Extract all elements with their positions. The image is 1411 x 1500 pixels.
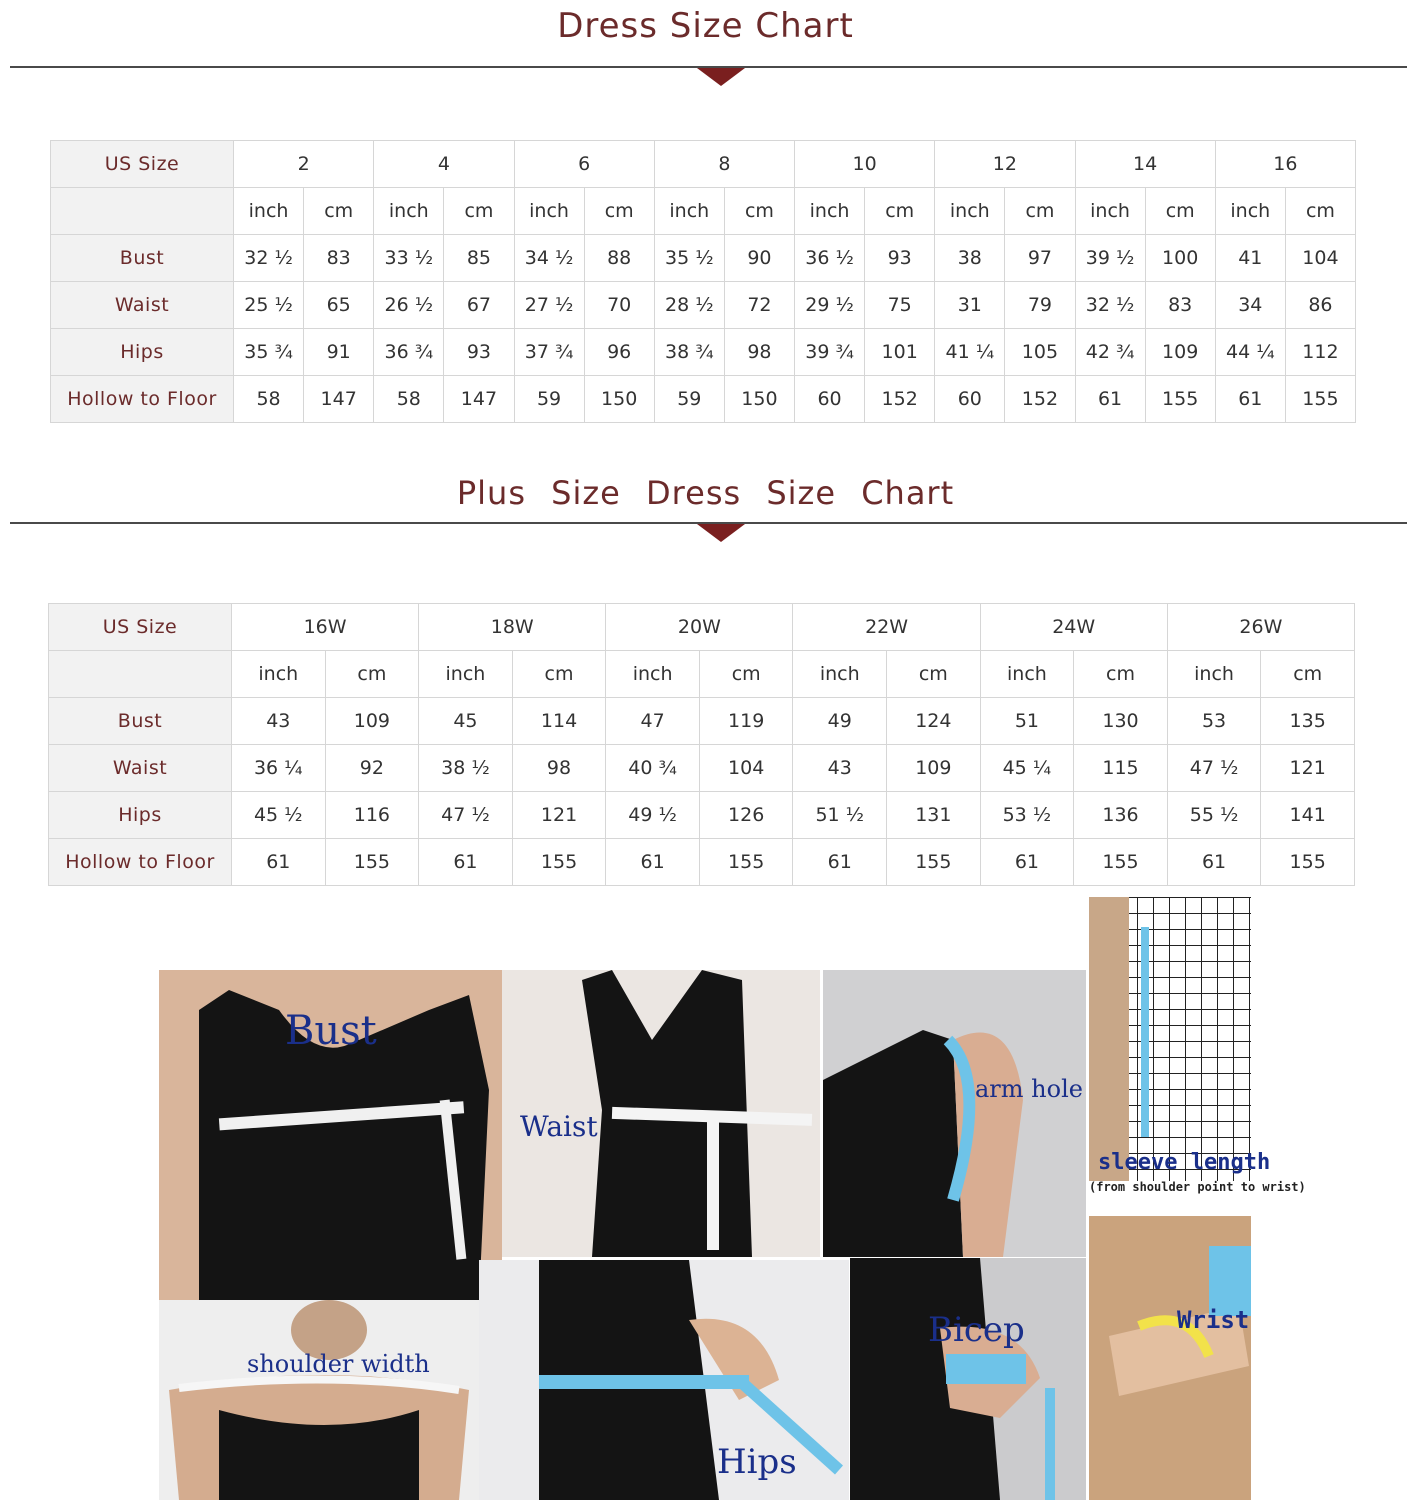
size-header: 16 <box>1215 141 1355 188</box>
measurement-value: 61 <box>232 839 326 886</box>
measurement-value: 96 <box>584 329 654 376</box>
measurement-value: 27 ½ <box>514 282 584 329</box>
shoulder-width-measure-photo <box>159 1300 479 1500</box>
measurement-label: Hollow to Floor <box>51 376 234 423</box>
measurement-value: 152 <box>865 376 935 423</box>
table-row <box>49 792 1355 839</box>
unit-cm-header: cm <box>1005 188 1075 235</box>
size-header: 16W <box>232 604 419 651</box>
measurement-value: 49 ½ <box>606 792 700 839</box>
measurement-value: 26 ½ <box>374 282 444 329</box>
size-header: 20W <box>606 604 793 651</box>
measurement-value: 58 <box>374 376 444 423</box>
measurement-value: 67 <box>444 282 514 329</box>
bicep-measure-photo <box>850 1258 1086 1500</box>
measurement-value: 124 <box>887 698 981 745</box>
plus-size-chart-title: Plus Size Dress Size Chart <box>456 474 955 512</box>
measurement-label: Hollow to Floor <box>49 839 232 886</box>
measurement-value: 59 <box>654 376 724 423</box>
wrist-illustration <box>1089 1216 1251 1500</box>
unit-cm-header: cm <box>1074 651 1168 698</box>
measurement-value: 47 ½ <box>419 792 513 839</box>
unit-row-label <box>51 188 234 235</box>
table-row <box>51 235 1356 282</box>
measurement-value: 92 <box>325 745 419 792</box>
unit-inch-header: inch <box>1075 188 1145 235</box>
measurement-value: 61 <box>606 839 700 886</box>
measurement-value: 126 <box>699 792 793 839</box>
unit-cm-header: cm <box>584 188 654 235</box>
measurement-value: 104 <box>1285 235 1355 282</box>
unit-cm-header: cm <box>512 651 606 698</box>
table-row <box>51 282 1356 329</box>
measurement-value: 88 <box>584 235 654 282</box>
measurement-value: 152 <box>1005 376 1075 423</box>
unit-cm-header: cm <box>1285 188 1355 235</box>
measurement-value: 119 <box>699 698 793 745</box>
measurement-value: 41 ¼ <box>935 329 1005 376</box>
size-header: 18W <box>419 604 606 651</box>
measurement-value: 65 <box>304 282 374 329</box>
measurement-value: 34 <box>1215 282 1285 329</box>
size-header: 6 <box>514 141 654 188</box>
measurement-value: 90 <box>724 235 794 282</box>
measurement-value: 39 ½ <box>1075 235 1145 282</box>
measurement-value: 61 <box>1167 839 1261 886</box>
measurement-label: Waist <box>51 282 234 329</box>
measurement-value: 47 ½ <box>1167 745 1261 792</box>
measurement-value: 121 <box>1261 745 1355 792</box>
measurement-value: 32 ½ <box>1075 282 1145 329</box>
unit-inch-header: inch <box>793 651 887 698</box>
measurement-value: 136 <box>1074 792 1168 839</box>
measurement-value: 85 <box>444 235 514 282</box>
size-header: 22W <box>793 604 980 651</box>
measurement-value: 61 <box>980 839 1074 886</box>
dress-size-chart-title: Dress Size Chart <box>557 6 854 46</box>
unit-inch-header: inch <box>1215 188 1285 235</box>
measurement-value: 33 ½ <box>374 235 444 282</box>
unit-inch-header: inch <box>419 651 513 698</box>
measurement-value: 42 ¾ <box>1075 329 1145 376</box>
shoulder-width-caption: shoulder width <box>247 1350 430 1378</box>
measurement-value: 34 ½ <box>514 235 584 282</box>
measurement-value: 38 ½ <box>419 745 513 792</box>
measurement-value: 150 <box>724 376 794 423</box>
size-header: 2 <box>234 141 374 188</box>
arm-hole-caption: arm hole <box>975 1075 1083 1103</box>
size-header: 10 <box>795 141 935 188</box>
measurement-value: 155 <box>1074 839 1168 886</box>
measurement-value: 55 ½ <box>1167 792 1261 839</box>
measurement-value: 93 <box>865 235 935 282</box>
measurement-value: 38 ¾ <box>654 329 724 376</box>
measurement-value: 45 ¼ <box>980 745 1074 792</box>
bust-caption: Bust <box>285 1008 377 1054</box>
measurement-value: 37 ¾ <box>514 329 584 376</box>
measurement-label: Hips <box>49 792 232 839</box>
sleeve-illustration <box>1089 897 1251 1181</box>
measurement-value: 155 <box>1261 839 1355 886</box>
sleeve-length-measure-photo <box>1089 897 1251 1181</box>
measurement-value: 100 <box>1145 235 1215 282</box>
measurement-value: 61 <box>1215 376 1285 423</box>
measurement-value: 29 ½ <box>795 282 865 329</box>
unit-inch-header: inch <box>232 651 326 698</box>
bust-measure-photo <box>159 970 502 1300</box>
bicep-illustration <box>850 1258 1086 1500</box>
size-header: 24W <box>980 604 1167 651</box>
arm-hole-measure-photo <box>823 970 1086 1257</box>
bicep-caption: Bicep <box>928 1310 1025 1350</box>
unit-inch-header: inch <box>374 188 444 235</box>
measurement-value: 109 <box>325 698 419 745</box>
measurement-value: 155 <box>1145 376 1215 423</box>
us-size-header: US Size <box>51 141 234 188</box>
measurement-value: 25 ½ <box>234 282 304 329</box>
measurement-label: Hips <box>51 329 234 376</box>
table-row <box>51 376 1356 423</box>
size-header: 14 <box>1075 141 1215 188</box>
measurement-value: 98 <box>512 745 606 792</box>
measurement-value: 40 ¾ <box>606 745 700 792</box>
unit-cm-header: cm <box>865 188 935 235</box>
shoulder-illustration <box>159 1300 479 1500</box>
unit-inch-header: inch <box>980 651 1074 698</box>
arm-hole-illustration <box>823 970 1086 1257</box>
measurement-value: 104 <box>699 745 793 792</box>
measurement-label: Bust <box>51 235 234 282</box>
table-row <box>49 698 1355 745</box>
size-header: 26W <box>1167 604 1354 651</box>
unit-cm-header: cm <box>724 188 794 235</box>
measurement-value: 35 ½ <box>654 235 724 282</box>
us-size-header: US Size <box>49 604 232 651</box>
measurement-value: 75 <box>865 282 935 329</box>
measurement-value: 47 <box>606 698 700 745</box>
measurement-value: 32 ½ <box>234 235 304 282</box>
measurement-value: 49 <box>793 698 887 745</box>
sleeve-length-caption: sleeve length <box>1098 1150 1271 1175</box>
measurement-label: Bust <box>49 698 232 745</box>
measurement-value: 36 ½ <box>795 235 865 282</box>
unit-inch-header: inch <box>1167 651 1261 698</box>
unit-inch-header: inch <box>234 188 304 235</box>
size-header: 4 <box>374 141 514 188</box>
unit-cm-header: cm <box>1145 188 1215 235</box>
unit-inch-header: inch <box>514 188 584 235</box>
unit-inch-header: inch <box>654 188 724 235</box>
measurement-value: 91 <box>304 329 374 376</box>
measurement-value: 45 ½ <box>232 792 326 839</box>
waist-caption: Waist <box>520 1110 598 1143</box>
unit-inch-header: inch <box>935 188 1005 235</box>
measurement-value: 121 <box>512 792 606 839</box>
measurement-value: 51 ½ <box>793 792 887 839</box>
wrist-caption: Wrist <box>1177 1306 1250 1334</box>
measurement-value: 135 <box>1261 698 1355 745</box>
unit-cm-header: cm <box>1261 651 1355 698</box>
size-header: 12 <box>935 141 1075 188</box>
down-arrow-icon <box>697 68 745 86</box>
measurement-value: 155 <box>325 839 419 886</box>
measurement-value: 59 <box>514 376 584 423</box>
measurement-value: 130 <box>1074 698 1168 745</box>
table-row <box>51 329 1356 376</box>
unit-inch-header: inch <box>795 188 865 235</box>
measurement-value: 72 <box>724 282 794 329</box>
measurement-value: 83 <box>1145 282 1215 329</box>
measurement-value: 41 <box>1215 235 1285 282</box>
measurement-value: 147 <box>304 376 374 423</box>
measurement-value: 38 <box>935 235 1005 282</box>
sleeve-length-note: (from shoulder point to wrist) <box>1089 1180 1306 1194</box>
measurement-value: 61 <box>793 839 887 886</box>
measurement-value: 61 <box>419 839 513 886</box>
unit-row-label <box>49 651 232 698</box>
measurement-value: 61 <box>1075 376 1145 423</box>
measurement-value: 150 <box>584 376 654 423</box>
table-row <box>49 745 1355 792</box>
measurement-value: 31 <box>935 282 1005 329</box>
measurement-value: 36 ¼ <box>232 745 326 792</box>
hips-measure-photo <box>479 1260 849 1500</box>
measurement-value: 39 ¾ <box>795 329 865 376</box>
measurement-value: 53 <box>1167 698 1261 745</box>
measurement-value: 114 <box>512 698 606 745</box>
unit-cm-header: cm <box>444 188 514 235</box>
wrist-measure-photo <box>1089 1216 1251 1500</box>
measurement-value: 93 <box>444 329 514 376</box>
unit-cm-header: cm <box>304 188 374 235</box>
unit-cm-header: cm <box>887 651 981 698</box>
measurement-value: 155 <box>887 839 981 886</box>
measurement-value: 98 <box>724 329 794 376</box>
dress-size-table <box>50 140 1356 423</box>
measurement-value: 109 <box>1145 329 1215 376</box>
measurement-value: 60 <box>795 376 865 423</box>
measurement-value: 28 ½ <box>654 282 724 329</box>
measurement-value: 53 ½ <box>980 792 1074 839</box>
unit-cm-header: cm <box>325 651 419 698</box>
hips-caption: Hips <box>717 1442 797 1482</box>
measurement-value: 58 <box>234 376 304 423</box>
measurement-label: Waist <box>49 745 232 792</box>
measurement-value: 60 <box>935 376 1005 423</box>
waist-measure-photo <box>502 970 820 1257</box>
measurement-value: 115 <box>1074 745 1168 792</box>
measurement-value: 155 <box>1285 376 1355 423</box>
measurement-value: 45 <box>419 698 513 745</box>
measurement-value: 109 <box>887 745 981 792</box>
measurement-value: 79 <box>1005 282 1075 329</box>
measurement-value: 86 <box>1285 282 1355 329</box>
measurement-value: 70 <box>584 282 654 329</box>
measurement-value: 35 ¾ <box>234 329 304 376</box>
measurement-value: 116 <box>325 792 419 839</box>
measurement-value: 147 <box>444 376 514 423</box>
measurement-value: 44 ¼ <box>1215 329 1285 376</box>
measurement-value: 141 <box>1261 792 1355 839</box>
measurement-value: 51 <box>980 698 1074 745</box>
unit-cm-header: cm <box>699 651 793 698</box>
measurement-value: 97 <box>1005 235 1075 282</box>
measurement-value: 155 <box>699 839 793 886</box>
measurement-value: 105 <box>1005 329 1075 376</box>
measurement-value: 36 ¾ <box>374 329 444 376</box>
measurement-value: 112 <box>1285 329 1355 376</box>
measurement-value: 155 <box>512 839 606 886</box>
measurement-value: 101 <box>865 329 935 376</box>
plus-size-table <box>48 603 1355 886</box>
measurement-value: 43 <box>232 698 326 745</box>
measurement-value: 83 <box>304 235 374 282</box>
table-row <box>49 839 1355 886</box>
down-arrow-icon <box>697 524 745 542</box>
measurement-value: 131 <box>887 792 981 839</box>
measurement-value: 43 <box>793 745 887 792</box>
size-header: 8 <box>654 141 794 188</box>
unit-inch-header: inch <box>606 651 700 698</box>
